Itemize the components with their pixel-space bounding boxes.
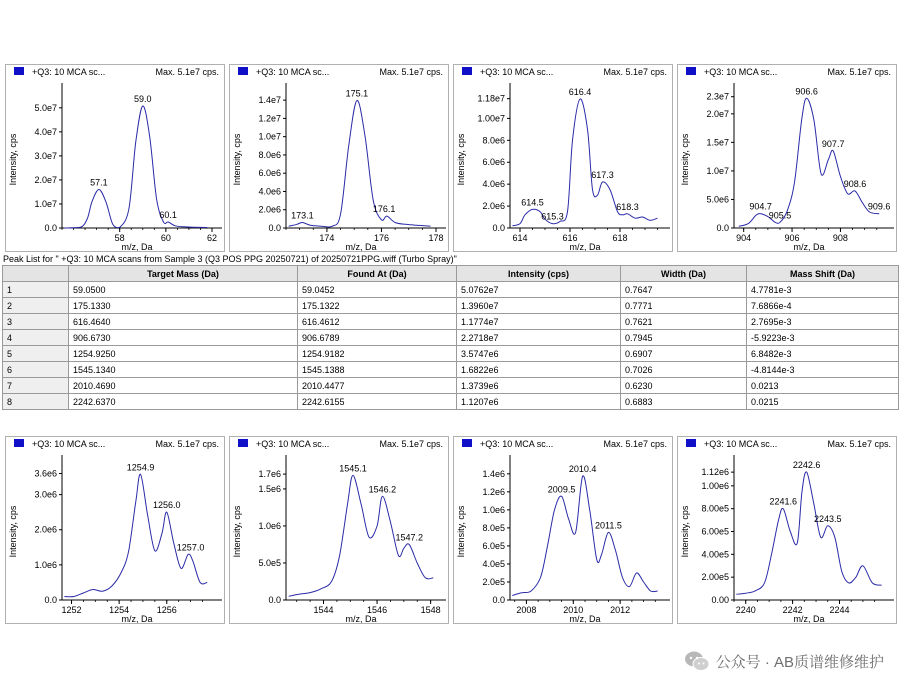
peak-label: 618.3	[616, 201, 639, 212]
panel-max-intensity: Max. 5.1e7 cps.	[155, 439, 219, 449]
y-tick-label: 1.00e6	[701, 480, 729, 491]
y-tick-label: 0.00	[711, 595, 729, 605]
peak-label: 1254.9	[126, 462, 155, 473]
y-axis-label: Intensity, cps	[456, 505, 466, 558]
spectrum-panel-3	[453, 64, 673, 252]
cell-found[interactable]: 2010.4477	[298, 378, 457, 394]
cell-shift[interactable]: -4.8144e-3	[747, 362, 899, 378]
x-tick-label: 616	[562, 233, 578, 243]
row-index[interactable]: 8	[3, 394, 69, 410]
spectrum-trace	[289, 100, 431, 227]
table-row[interactable]	[3, 330, 899, 346]
y-tick-label: 1.0e6	[34, 559, 57, 570]
panel-max-intensity: Max. 5.1e7 cps.	[379, 67, 443, 77]
table-row[interactable]	[3, 394, 899, 410]
y-tick-label: 5.0e6	[706, 194, 729, 205]
row-index[interactable]: 7	[3, 378, 69, 394]
x-tick-label: 62	[206, 233, 218, 243]
x-tick-label: 174	[319, 233, 335, 243]
x-tick-label: 178	[428, 233, 444, 243]
y-tick-label: 1.7e6	[258, 469, 281, 480]
table-row[interactable]	[3, 378, 899, 394]
cell-found[interactable]: 906.6789	[298, 330, 457, 346]
peak-label: 617.3	[591, 169, 614, 180]
panel-max-intensity: Max. 5.1e7 cps.	[827, 67, 891, 77]
cell-found[interactable]: 1545.1388	[298, 362, 457, 378]
panel-max-intensity: Max. 5.1e7 cps.	[155, 67, 219, 77]
spectrum-plot	[6, 437, 225, 624]
y-tick-label: 0.0	[268, 223, 281, 233]
x-tick-label: 176	[373, 233, 389, 243]
spectrum-trace	[64, 106, 207, 228]
x-tick-label: 1544	[313, 605, 334, 615]
peak-label: 1545.1	[339, 463, 367, 474]
x-tick-label: 2244	[829, 605, 850, 615]
peak-label: 2241.6	[769, 496, 797, 507]
cell-shift[interactable]: 2.7695e-3	[747, 314, 899, 330]
y-tick-label: 1.0e7	[34, 198, 57, 209]
spectrum-plot	[678, 437, 897, 624]
panel-scan-title: +Q3: 10 MCA sc...	[480, 67, 554, 77]
peak-table-header-row	[3, 266, 899, 282]
cell-intensity[interactable]: 1.6822e6	[457, 362, 621, 378]
peak-label: 2242.6	[792, 460, 821, 471]
spectrum-panel-8	[677, 436, 897, 624]
cell-width[interactable]: 0.7945	[621, 330, 747, 346]
panel-max-intensity: Max. 5.1e7 cps.	[379, 439, 443, 449]
y-tick-label: 6.0e6	[482, 157, 505, 168]
col-target-mass[interactable]: Target Mass (Da)	[69, 266, 298, 282]
peak-list-caption: Peak List for " +Q3: 10 MCA scans from Sample 3 (Q3 POS PPG 20250721) of 20250721PPG.wiff (Turbo Spray)"	[3, 254, 457, 264]
y-tick-label: 2.0e6	[34, 524, 57, 535]
x-axis-label: m/z, Da	[569, 242, 601, 252]
y-axis-label: Intensity, cps	[680, 505, 690, 558]
peak-label: 1546.2	[368, 484, 397, 495]
y-tick-label: 0.0	[268, 595, 281, 605]
table-row[interactable]	[3, 362, 899, 378]
cell-target[interactable]: 59.0500	[69, 282, 298, 298]
peak-label: 615.3	[541, 211, 564, 222]
y-axis-label: Intensity, cps	[680, 133, 690, 186]
x-axis-label: m/z, Da	[121, 614, 153, 624]
cell-intensity[interactable]: 1.3960e7	[457, 298, 621, 314]
y-tick-label: 4.00e5	[701, 549, 729, 560]
y-axis-label: Intensity, cps	[8, 505, 18, 558]
peak-label: 2010.4	[568, 464, 597, 475]
peak-label: 173.1	[291, 210, 314, 221]
spectrum-plot	[6, 65, 225, 252]
y-tick-label: 6.0e5	[482, 540, 505, 551]
y-axis-label: Intensity, cps	[456, 133, 466, 186]
cell-target[interactable]: 1545.1340	[69, 362, 298, 378]
cell-intensity[interactable]: 3.5747e6	[457, 346, 621, 362]
row-index[interactable]: 3	[3, 314, 69, 330]
peak-label: 908.6	[843, 178, 867, 189]
cell-intensity[interactable]: 1.1774e7	[457, 314, 621, 330]
y-tick-label: 4.0e7	[34, 126, 57, 137]
spectrum-plot	[678, 65, 897, 252]
y-tick-label: 1.18e7	[477, 93, 505, 104]
x-tick-label: 904	[736, 233, 752, 243]
peak-label: 175.1	[345, 88, 369, 99]
col-found-at[interactable]: Found At (Da)	[298, 266, 457, 282]
peak-label: 904.7	[749, 201, 772, 212]
x-tick-label: 2240	[735, 605, 756, 615]
x-tick-label: 618	[612, 233, 628, 243]
y-tick-label: 8.0e5	[482, 522, 505, 533]
x-axis-label: m/z, Da	[345, 242, 377, 252]
table-row[interactable]	[3, 282, 899, 298]
col-width[interactable]: Width (Da)	[621, 266, 747, 282]
row-index[interactable]: 1	[3, 282, 69, 298]
x-tick-label: 1546	[367, 605, 388, 615]
peak-label: 614.5	[521, 197, 544, 208]
panel-max-intensity: Max. 5.1e7 cps.	[603, 439, 667, 449]
x-tick-label: 1548	[420, 605, 441, 615]
cell-width[interactable]: 0.6907	[621, 346, 747, 362]
y-tick-label: 2.3e7	[706, 91, 729, 102]
cell-intensity[interactable]: 1.3739e6	[457, 378, 621, 394]
cell-target[interactable]: 906.6730	[69, 330, 298, 346]
y-axis-label: Intensity, cps	[232, 505, 242, 558]
y-tick-label: 1.4e7	[258, 95, 281, 106]
y-tick-label: 8.00e5	[701, 503, 729, 514]
cell-intensity[interactable]: 1.1207e6	[457, 394, 621, 410]
y-tick-label: 8.0e6	[482, 135, 505, 146]
spectrum-panel-4	[677, 64, 897, 252]
panel-scan-title: +Q3: 10 MCA sc...	[32, 67, 106, 77]
peak-label: 1547.2	[395, 532, 423, 543]
y-tick-label: 1.0e7	[706, 165, 729, 176]
panel-max-intensity: Max. 5.1e7 cps.	[827, 439, 891, 449]
panel-max-intensity: Max. 5.1e7 cps.	[603, 67, 667, 77]
peak-label: 1256.0	[152, 500, 181, 511]
y-tick-label: 2.0e7	[706, 108, 729, 119]
y-tick-label: 1.0e6	[258, 520, 281, 531]
x-tick-label: 906	[784, 233, 800, 243]
cell-shift[interactable]: 7.6866e-4	[747, 298, 899, 314]
peak-label: 905.5	[768, 210, 792, 221]
cell-target[interactable]: 616.4640	[69, 314, 298, 330]
y-tick-label: 1.5e7	[706, 137, 729, 148]
x-tick-label: 2012	[610, 605, 631, 615]
cell-shift[interactable]: 4.7781e-3	[747, 282, 899, 298]
x-tick-label: 2008	[516, 605, 537, 615]
y-tick-label: 2.0e6	[258, 204, 281, 215]
panel-scan-title: +Q3: 10 MCA sc...	[704, 67, 778, 77]
x-tick-label: 2010	[563, 605, 584, 615]
col-intensity[interactable]: Intensity (cps)	[457, 266, 621, 282]
spectrum-plot	[454, 437, 673, 624]
peak-label: 2011.5	[595, 520, 622, 531]
y-tick-label: 2.0e7	[34, 174, 57, 185]
wechat-icon	[684, 650, 710, 672]
spectrum-trace	[736, 472, 881, 594]
cell-width[interactable]: 0.7647	[621, 282, 747, 298]
peak-label: 907.7	[821, 138, 845, 149]
table-row[interactable]	[3, 314, 899, 330]
y-tick-label: 4.0e6	[482, 179, 505, 190]
x-tick-label: 60	[160, 233, 171, 243]
y-tick-label: 0.0	[492, 223, 505, 233]
x-tick-label: 2242	[782, 605, 803, 615]
y-tick-label: 1.2e6	[482, 486, 505, 497]
cell-target[interactable]: 1254.9250	[69, 346, 298, 362]
cell-shift[interactable]: 6.8482e-3	[747, 346, 899, 362]
cell-intensity[interactable]: 5.0762e7	[457, 282, 621, 298]
watermark-text: 公众号 · AB质谱维修维护	[715, 653, 884, 671]
x-axis-label: m/z, Da	[793, 614, 825, 624]
cell-width[interactable]: 0.7771	[621, 298, 747, 314]
y-tick-label: 2.0e5	[482, 576, 505, 587]
y-axis-label: Intensity, cps	[8, 133, 18, 186]
y-tick-label: 3.0e6	[34, 489, 57, 500]
x-tick-label: 614	[512, 233, 528, 243]
cell-target[interactable]: 2242.6370	[69, 394, 298, 410]
y-tick-label: 3.0e7	[34, 150, 57, 161]
y-tick-label: 4.0e5	[482, 558, 505, 569]
y-tick-label: 8.0e6	[258, 149, 281, 160]
peak-label: 59.0	[134, 93, 152, 104]
spectrum-panel-2	[229, 64, 449, 252]
y-tick-label: 1.0e6	[482, 504, 505, 515]
x-tick-label: 1256	[156, 605, 177, 615]
watermark	[684, 648, 884, 674]
spectrum-panel-7	[453, 436, 673, 624]
x-tick-label: 1254	[109, 605, 130, 615]
cell-target[interactable]: 175.1330	[69, 298, 298, 314]
cell-found[interactable]: 1254.9182	[298, 346, 457, 362]
x-tick-label: 908	[832, 233, 848, 243]
panel-scan-title: +Q3: 10 MCA sc...	[480, 439, 554, 449]
cell-shift[interactable]: 0.0215	[747, 394, 899, 410]
spectrum-plot	[230, 437, 449, 624]
cell-found[interactable]: 616.4612	[298, 314, 457, 330]
y-tick-label: 6.00e5	[701, 526, 729, 537]
peak-label: 906.6	[795, 86, 818, 97]
y-tick-label: 2.00e5	[701, 572, 729, 583]
cell-width[interactable]: 0.7621	[621, 314, 747, 330]
cell-width[interactable]: 0.7026	[621, 362, 747, 378]
spectrum-plot	[454, 65, 673, 252]
peak-label: 176.1	[372, 204, 396, 215]
peak-label: 1257.0	[176, 542, 205, 553]
y-tick-label: 5.0e7	[34, 102, 57, 113]
cell-shift[interactable]: 0.0213	[747, 378, 899, 394]
cell-width[interactable]: 0.6883	[621, 394, 747, 410]
row-index[interactable]: 4	[3, 330, 69, 346]
y-tick-label: 0.0	[716, 223, 729, 233]
peak-label: 2243.5	[813, 513, 842, 524]
peak-label: 616.4	[568, 86, 592, 97]
table-row[interactable]	[3, 346, 899, 362]
cell-found[interactable]: 175.1322	[298, 298, 457, 314]
spectrum-panel-6	[229, 436, 449, 624]
cell-found[interactable]: 59.0452	[298, 282, 457, 298]
x-tick-label: 58	[114, 233, 125, 243]
y-tick-label: 1.12e6	[701, 467, 729, 478]
y-tick-label: 0.0	[44, 595, 57, 605]
spectrum-panel-1	[5, 64, 225, 252]
spectrum-trace	[512, 476, 657, 596]
peak-label: 57.1	[90, 177, 108, 188]
y-tick-label: 0.0	[492, 595, 505, 605]
y-tick-label: 1.5e6	[258, 483, 281, 494]
y-tick-label: 4.0e6	[258, 186, 281, 197]
y-tick-label: 1.4e6	[482, 468, 505, 479]
y-tick-label: 0.0	[44, 223, 57, 233]
x-axis-label: m/z, Da	[793, 242, 825, 252]
row-index[interactable]: 6	[3, 362, 69, 378]
peak-label: 60.1	[159, 209, 177, 220]
x-axis-label: m/z, Da	[345, 614, 377, 624]
panel-scan-title: +Q3: 10 MCA sc...	[704, 439, 778, 449]
table-row[interactable]	[3, 298, 899, 314]
cell-width[interactable]: 0.6230	[621, 378, 747, 394]
cell-target[interactable]: 2010.4690	[69, 378, 298, 394]
spectrum-trace	[64, 474, 207, 597]
y-axis-label: Intensity, cps	[232, 133, 242, 186]
cell-intensity[interactable]: 2.2718e7	[457, 330, 621, 346]
x-axis-label: m/z, Da	[121, 242, 153, 252]
y-tick-label: 6.0e6	[258, 168, 281, 179]
x-tick-label: 1252	[61, 605, 82, 615]
panel-scan-title: +Q3: 10 MCA sc...	[32, 439, 106, 449]
spectrum-panel-5	[5, 436, 225, 624]
row-index[interactable]: 5	[3, 346, 69, 362]
col-mass-shift[interactable]: Mass Shift (Da)	[747, 266, 899, 282]
panel-scan-title: +Q3: 10 MCA sc...	[256, 439, 330, 449]
y-tick-label: 2.0e6	[482, 201, 505, 212]
y-tick-label: 3.6e6	[34, 468, 57, 479]
y-tick-label: 1.2e7	[258, 113, 281, 124]
y-tick-label: 1.00e7	[477, 113, 505, 124]
cell-shift[interactable]: -5.9223e-3	[747, 330, 899, 346]
panel-scan-title: +Q3: 10 MCA sc...	[256, 67, 330, 77]
spectrum-plot	[230, 65, 449, 252]
peak-label: 2009.5	[547, 484, 576, 495]
row-index[interactable]: 2	[3, 298, 69, 314]
row-index-header	[3, 266, 69, 282]
y-tick-label: 5.0e5	[258, 557, 281, 568]
peak-table	[2, 265, 899, 410]
y-tick-label: 1.0e7	[258, 131, 281, 142]
x-axis-label: m/z, Da	[569, 614, 601, 624]
peak-label: 909.6	[867, 201, 891, 212]
peak-list	[0, 254, 900, 410]
cell-found[interactable]: 2242.6155	[298, 394, 457, 410]
